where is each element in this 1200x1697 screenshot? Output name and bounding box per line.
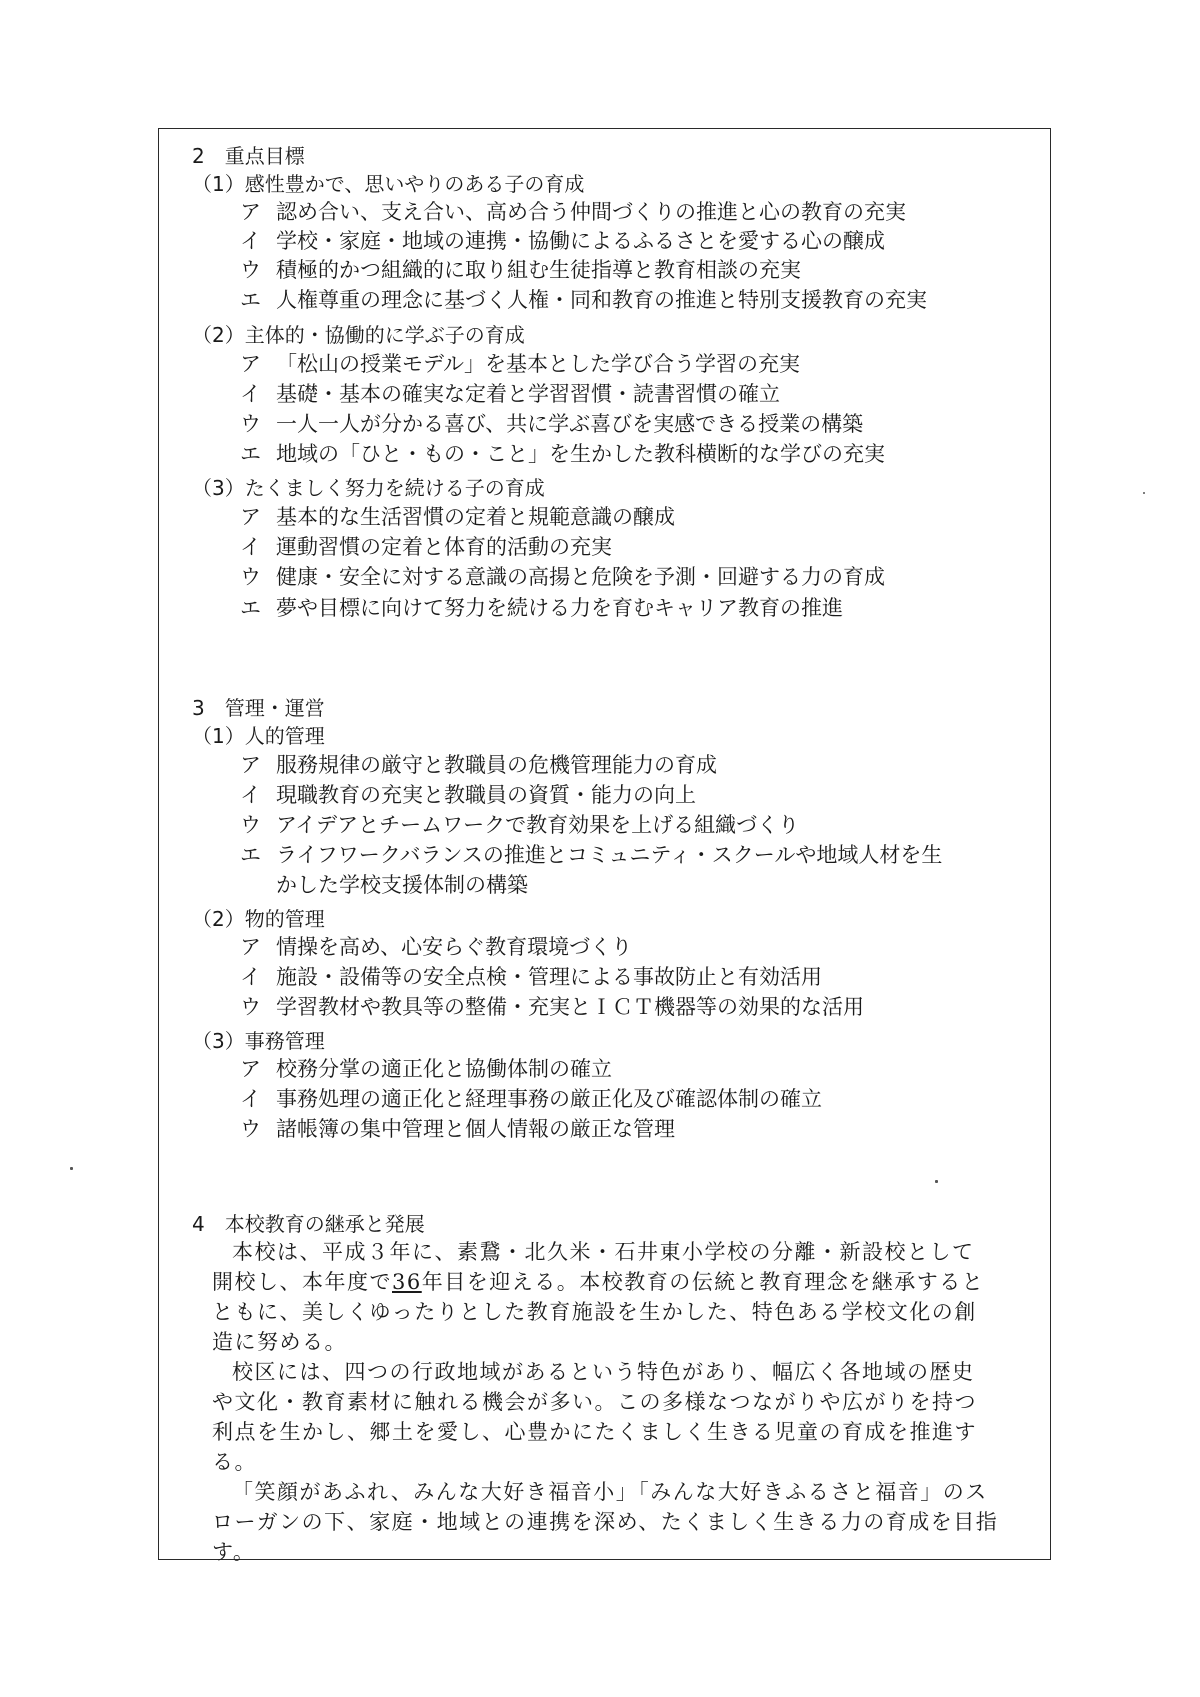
list-item bbox=[240, 933, 632, 961]
item-text: 基礎・基本の確実な定着と学習習慣・読書習慣の確立 bbox=[276, 382, 780, 406]
item-text: 「松山の授業モデル」を基本とした学び合う学習の充実 bbox=[276, 352, 800, 376]
item-text: 学校・家庭・地域の連携・協働によるふるさとを愛する心の醸成 bbox=[276, 229, 885, 253]
list-item bbox=[240, 350, 800, 378]
item-mark: ア bbox=[240, 935, 261, 959]
item-text: 学習教材や教具等の整備・充実とＩＣＴ機器等の効果的な活用 bbox=[276, 995, 864, 1019]
list-item bbox=[240, 563, 885, 591]
item-mark: エ bbox=[240, 596, 261, 620]
item-text: 積極的かつ組織的に取り組む生徒指導と教育相談の充実 bbox=[276, 258, 801, 282]
list-item bbox=[240, 533, 612, 561]
list-item bbox=[240, 841, 942, 869]
item-mark: ア bbox=[240, 1057, 261, 1081]
item-text: 校務分掌の適正化と協働体制の確立 bbox=[276, 1057, 612, 1081]
list-item bbox=[240, 286, 927, 314]
item-text: 諸帳簿の集中管理と個人情報の厳正な管理 bbox=[276, 1117, 675, 1141]
item-mark: ウ bbox=[240, 813, 261, 837]
paragraph-line bbox=[212, 1268, 984, 1296]
item-mark: ア bbox=[240, 753, 261, 777]
list-item-continuation: かした学校支援体制の構築 bbox=[276, 873, 528, 897]
item-text: 地域の「ひと・もの・こと」を生かした教科横断的な学びの充実 bbox=[276, 442, 885, 466]
item-mark: ア bbox=[240, 352, 261, 376]
paragraph-line: や文化・教育素材に触れる機会が多い。この多様なつながりや広がりを持つ bbox=[212, 1390, 977, 1414]
item-text: 施設・設備等の安全点検・管理による事故防止と有効活用 bbox=[276, 965, 822, 989]
list-item bbox=[240, 594, 843, 622]
item-mark: イ bbox=[240, 382, 261, 406]
list-item bbox=[240, 198, 906, 226]
section3-sub1-title: （1）人的管理 bbox=[192, 724, 325, 748]
item-mark: ウ bbox=[240, 1117, 261, 1141]
list-item bbox=[240, 1085, 822, 1113]
list-item bbox=[240, 993, 864, 1021]
paragraph-line: 本校は、平成３年に、素鵞・北久米・石井東小学校の分離・新設校として bbox=[232, 1240, 975, 1264]
paragraph-line: 造に努める。 bbox=[212, 1330, 347, 1354]
item-text: 認め合い、支え合い、高め合う仲間づくりの推進と心の教育の充実 bbox=[276, 200, 906, 224]
item-mark: ア bbox=[240, 505, 261, 529]
item-mark: ウ bbox=[240, 258, 261, 282]
section4-title: 4 本校教育の継承と発展 bbox=[192, 1212, 425, 1236]
scan-speck bbox=[70, 1167, 73, 1170]
list-item bbox=[240, 1055, 612, 1083]
years-number: 36 bbox=[392, 1270, 422, 1294]
list-item bbox=[240, 410, 863, 438]
item-mark: イ bbox=[240, 535, 261, 559]
item-text: 健康・安全に対する意識の高揚と危険を予測・回避する力の育成 bbox=[276, 565, 885, 589]
item-text: 夢や目標に向けて努力を続ける力を育むキャリア教育の推進 bbox=[276, 596, 843, 620]
list-item bbox=[240, 963, 822, 991]
item-text: 服務規律の厳守と教職員の危機管理能力の育成 bbox=[276, 753, 717, 777]
list-item bbox=[240, 751, 717, 779]
text-span: 開校し、本年度で bbox=[212, 1270, 392, 1294]
item-mark: エ bbox=[240, 843, 261, 867]
list-item bbox=[240, 380, 780, 408]
list-item bbox=[240, 811, 799, 839]
item-mark: イ bbox=[240, 965, 261, 989]
paragraph-line: ともに、美しくゆったりとした教育施設を生かした、特色ある学校文化の創 bbox=[212, 1300, 977, 1324]
section3-title: 3 管理・運営 bbox=[192, 696, 325, 720]
scan-speck bbox=[935, 1180, 938, 1183]
item-text: 一人一人が分かる喜び、共に学ぶ喜びを実感できる授業の構築 bbox=[276, 412, 864, 436]
item-mark: ウ bbox=[240, 995, 261, 1019]
item-mark: エ bbox=[240, 442, 261, 466]
scan-speck bbox=[1143, 492, 1145, 494]
section2-sub3-title: （3）たくましく努力を続ける子の育成 bbox=[192, 476, 545, 500]
list-item bbox=[240, 503, 675, 531]
section2-sub2-title: （2）主体的・協働的に学ぶ子の育成 bbox=[192, 323, 525, 347]
section3-sub3-title: （3）事務管理 bbox=[192, 1029, 325, 1053]
item-mark: ウ bbox=[240, 565, 261, 589]
section2-sub1-title: （1）感性豊かで、思いやりのある子の育成 bbox=[192, 172, 585, 196]
item-mark: イ bbox=[240, 1087, 261, 1111]
item-mark: イ bbox=[240, 229, 261, 253]
text-span: 年目を迎える。本校教育の伝統と教育理念を継承すると bbox=[421, 1270, 985, 1294]
item-mark: ウ bbox=[240, 412, 261, 436]
item-mark: ア bbox=[240, 200, 261, 224]
item-mark: イ bbox=[240, 783, 261, 807]
item-text: 運動習慣の定着と体育的活動の充実 bbox=[276, 535, 612, 559]
item-text: 事務処理の適正化と経理事務の厳正化及び確認体制の確立 bbox=[276, 1087, 822, 1111]
item-text: 基本的な生活習慣の定着と規範意識の醸成 bbox=[276, 505, 675, 529]
list-item bbox=[240, 256, 801, 284]
item-text: 情操を高め、心安らぐ教育環境づくり bbox=[276, 935, 633, 959]
item-text: ライフワークバランスの推進とコミュニティ・スクールや地域人材を生 bbox=[276, 843, 943, 867]
section2-title: 2 重点目標 bbox=[192, 144, 305, 168]
item-mark: エ bbox=[240, 288, 261, 312]
paragraph-line: ローガンの下、家庭・地域との連携を深め、たくましく生きる力の育成を目指 bbox=[212, 1510, 999, 1534]
list-item bbox=[240, 781, 696, 809]
list-item bbox=[240, 1115, 675, 1143]
item-text: 人権尊重の理念に基づく人権・同和教育の推進と特別支援教育の充実 bbox=[276, 288, 927, 312]
paragraph-line: る。 bbox=[212, 1450, 257, 1474]
item-text: 現職教育の充実と教職員の資質・能力の向上 bbox=[276, 783, 696, 807]
list-item bbox=[240, 440, 885, 468]
paragraph-line: 校区には、四つの行政地域があるという特色があり、幅広く各地域の歴史 bbox=[232, 1360, 975, 1384]
list-item bbox=[240, 227, 885, 255]
paragraph-line: 「笑顔があふれ、みんな大好き福音小」「みんな大好きふるさと福音」のス bbox=[232, 1480, 988, 1504]
paragraph-line: 利点を生かし、郷土を愛し、心豊かにたくましく生きる児童の育成を推進す bbox=[212, 1420, 977, 1444]
item-text: アイデアとチームワークで教育効果を上げる組織づくり bbox=[276, 813, 800, 837]
paragraph-line: す。 bbox=[212, 1540, 256, 1564]
section3-sub2-title: （2）物的管理 bbox=[192, 907, 325, 931]
